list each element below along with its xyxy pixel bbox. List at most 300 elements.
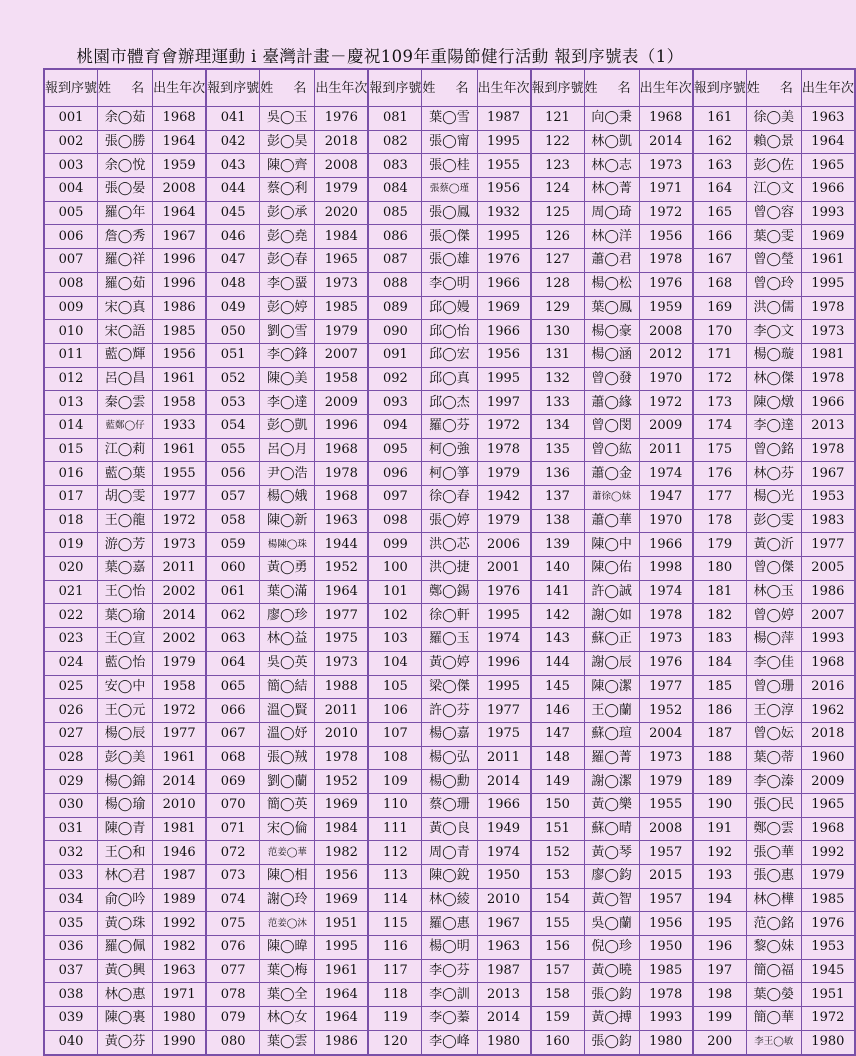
participant-name: 張◯晏 xyxy=(98,178,153,202)
birth-year: 1961 xyxy=(153,746,207,770)
header-name: 姓 名 xyxy=(422,69,477,107)
birth-year: 1979 xyxy=(477,462,531,486)
birth-year: 1968 xyxy=(315,486,369,510)
participant-name: 李◯佳 xyxy=(746,651,801,675)
birth-year: 1955 xyxy=(153,462,207,486)
participant-name: 柯◯強 xyxy=(422,438,477,462)
birth-year: 1995 xyxy=(477,367,531,391)
table-row xyxy=(44,699,855,723)
participant-name: 呂◯月 xyxy=(260,438,315,462)
check-in-number: 180 xyxy=(693,557,747,581)
birth-year: 1986 xyxy=(315,1030,369,1054)
participant-name: 張◯惠 xyxy=(746,865,801,889)
check-in-number: 021 xyxy=(44,580,98,604)
participant-name: 李◯峰 xyxy=(422,1030,477,1054)
participant-name: 梁◯傑 xyxy=(422,675,477,699)
participant-name: 李◯達 xyxy=(746,414,801,438)
participant-name: 曾◯婷 xyxy=(746,604,801,628)
check-in-number: 151 xyxy=(531,817,585,841)
check-in-number: 161 xyxy=(693,107,747,131)
birth-year: 2009 xyxy=(639,414,693,438)
birth-year: 1968 xyxy=(801,817,855,841)
birth-year: 1979 xyxy=(801,865,855,889)
check-in-number: 147 xyxy=(531,722,585,746)
participant-name: 林◯惠 xyxy=(98,983,153,1007)
participant-name: 范姜◯華 xyxy=(260,841,315,865)
check-in-number: 160 xyxy=(531,1030,585,1054)
participant-name: 張◯傑 xyxy=(422,225,477,249)
participant-name: 李◯文 xyxy=(746,320,801,344)
check-in-number: 143 xyxy=(531,628,585,652)
check-in-number: 042 xyxy=(206,130,260,154)
participant-name: 林◯君 xyxy=(98,865,153,889)
check-in-number: 008 xyxy=(44,272,98,296)
participant-name: 林◯洋 xyxy=(584,225,639,249)
participant-name: 吳◯蘭 xyxy=(584,912,639,936)
participant-name: 王◯淳 xyxy=(746,699,801,723)
birth-year: 1973 xyxy=(153,533,207,557)
check-in-number: 153 xyxy=(531,865,585,889)
check-in-number: 171 xyxy=(693,343,747,367)
check-in-number: 134 xyxy=(531,414,585,438)
birth-year: 1984 xyxy=(315,817,369,841)
check-in-number: 172 xyxy=(693,367,747,391)
check-in-number: 068 xyxy=(206,746,260,770)
participant-name: 陳◯新 xyxy=(260,509,315,533)
participant-name: 吳◯玉 xyxy=(260,107,315,131)
participant-name: 彭◯美 xyxy=(98,746,153,770)
birth-year: 1979 xyxy=(639,770,693,794)
participant-name: 李王◯敏 xyxy=(746,1030,801,1054)
birth-year: 1996 xyxy=(477,651,531,675)
participant-name: 李◯鋒 xyxy=(260,343,315,367)
check-in-number: 154 xyxy=(531,888,585,912)
birth-year: 1992 xyxy=(153,912,207,936)
participant-name: 林◯芬 xyxy=(746,462,801,486)
participant-name: 黃◯搏 xyxy=(584,1007,639,1031)
check-in-number: 165 xyxy=(693,201,747,225)
check-in-number: 155 xyxy=(531,912,585,936)
check-in-number: 100 xyxy=(368,557,422,581)
birth-year: 1958 xyxy=(153,675,207,699)
check-in-number: 130 xyxy=(531,320,585,344)
participant-name: 蘇◯晴 xyxy=(584,817,639,841)
participant-name: 楊◯嘉 xyxy=(422,722,477,746)
participant-name: 彭◯承 xyxy=(260,201,315,225)
participant-name: 倪◯珍 xyxy=(584,936,639,960)
birth-year: 1980 xyxy=(153,1007,207,1031)
participant-name: 黃◯琴 xyxy=(584,841,639,865)
check-in-number: 095 xyxy=(368,438,422,462)
check-in-number: 112 xyxy=(368,841,422,865)
header-birth-year: 出生年次 xyxy=(801,69,855,107)
birth-year: 1996 xyxy=(315,414,369,438)
participant-name: 藍◯葉 xyxy=(98,462,153,486)
participant-name: 溫◯賢 xyxy=(260,699,315,723)
table-row xyxy=(44,675,855,699)
participant-name: 范姜◯沐 xyxy=(260,912,315,936)
check-in-number: 170 xyxy=(693,320,747,344)
participant-name: 周◯青 xyxy=(422,841,477,865)
check-in-number: 093 xyxy=(368,391,422,415)
check-in-number: 166 xyxy=(693,225,747,249)
check-in-number: 090 xyxy=(368,320,422,344)
birth-year: 1980 xyxy=(639,1030,693,1054)
birth-year: 2014 xyxy=(477,770,531,794)
check-in-number: 022 xyxy=(44,604,98,628)
table-row xyxy=(44,722,855,746)
check-in-number: 080 xyxy=(206,1030,260,1054)
check-in-number: 050 xyxy=(206,320,260,344)
birth-year: 1946 xyxy=(153,841,207,865)
check-in-number: 085 xyxy=(368,201,422,225)
check-in-number: 199 xyxy=(693,1007,747,1031)
participant-name: 彭◯春 xyxy=(260,249,315,273)
check-in-number: 062 xyxy=(206,604,260,628)
birth-year: 1972 xyxy=(153,509,207,533)
birth-year: 2010 xyxy=(153,793,207,817)
check-in-number: 049 xyxy=(206,296,260,320)
birth-year: 1989 xyxy=(153,888,207,912)
check-in-number: 177 xyxy=(693,486,747,510)
birth-year: 2014 xyxy=(153,770,207,794)
table-row xyxy=(44,959,855,983)
check-in-number: 096 xyxy=(368,462,422,486)
check-in-number: 077 xyxy=(206,959,260,983)
table-row xyxy=(44,651,855,675)
birth-year: 1963 xyxy=(477,936,531,960)
check-in-number: 047 xyxy=(206,249,260,273)
check-in-number: 002 xyxy=(44,130,98,154)
birth-year: 1995 xyxy=(315,936,369,960)
participant-name: 江◯文 xyxy=(746,178,801,202)
birth-year: 1959 xyxy=(153,154,207,178)
birth-year: 1950 xyxy=(477,865,531,889)
participant-name: 張◯民 xyxy=(746,793,801,817)
participant-name: 劉◯蘭 xyxy=(260,770,315,794)
page-title: 桃園市體育會辦理運動 i 臺灣計畫－慶祝109年重陽節健行活動 報到序號表（1） xyxy=(76,47,684,66)
check-in-number: 110 xyxy=(368,793,422,817)
participant-name: 楊◯明 xyxy=(422,936,477,960)
check-in-number: 195 xyxy=(693,912,747,936)
birth-year: 2009 xyxy=(801,770,855,794)
participant-name: 鄭◯雲 xyxy=(746,817,801,841)
participant-name: 曾◯瑩 xyxy=(746,249,801,273)
birth-year: 1979 xyxy=(153,651,207,675)
birth-year: 2012 xyxy=(639,343,693,367)
birth-year: 1965 xyxy=(801,793,855,817)
check-in-number: 007 xyxy=(44,249,98,273)
check-in-number: 087 xyxy=(368,249,422,273)
check-in-number: 179 xyxy=(693,533,747,557)
participant-name: 葉◯梅 xyxy=(260,959,315,983)
participant-name: 許◯誠 xyxy=(584,580,639,604)
table-row xyxy=(44,817,855,841)
birth-year: 1977 xyxy=(801,533,855,557)
roster-table xyxy=(43,68,856,1056)
birth-year: 1961 xyxy=(315,959,369,983)
table-row xyxy=(44,865,855,889)
table-row xyxy=(44,1030,855,1054)
birth-year: 1944 xyxy=(315,533,369,557)
check-in-number: 063 xyxy=(206,628,260,652)
participant-name: 洪◯儒 xyxy=(746,296,801,320)
table-row xyxy=(44,225,855,249)
check-in-number: 127 xyxy=(531,249,585,273)
participant-name: 彭◯堯 xyxy=(260,225,315,249)
birth-year: 1945 xyxy=(801,959,855,983)
birth-year: 1985 xyxy=(315,296,369,320)
participant-name: 詹◯秀 xyxy=(98,225,153,249)
birth-year: 1968 xyxy=(153,107,207,131)
participant-name: 周◯琦 xyxy=(584,201,639,225)
header-name: 姓 名 xyxy=(260,69,315,107)
birth-year: 1967 xyxy=(477,912,531,936)
check-in-number: 032 xyxy=(44,841,98,865)
participant-name: 張◯婷 xyxy=(422,509,477,533)
check-in-number: 120 xyxy=(368,1030,422,1054)
birth-year: 1963 xyxy=(153,959,207,983)
birth-year: 1969 xyxy=(477,296,531,320)
birth-year: 1932 xyxy=(477,201,531,225)
table-row xyxy=(44,1007,855,1031)
participant-name: 邱◯杰 xyxy=(422,391,477,415)
birth-year: 1995 xyxy=(477,604,531,628)
birth-year: 2018 xyxy=(315,130,369,154)
table-row xyxy=(44,746,855,770)
check-in-number: 158 xyxy=(531,983,585,1007)
participant-name: 彭◯昊 xyxy=(260,130,315,154)
check-in-number: 079 xyxy=(206,1007,260,1031)
check-in-number: 141 xyxy=(531,580,585,604)
table-body xyxy=(44,107,855,1055)
check-in-number: 167 xyxy=(693,249,747,273)
birth-year: 1965 xyxy=(801,154,855,178)
birth-year: 1978 xyxy=(639,983,693,1007)
participant-name: 曾◯發 xyxy=(584,367,639,391)
participant-name: 林◯凱 xyxy=(584,130,639,154)
table-row xyxy=(44,983,855,1007)
check-in-number: 099 xyxy=(368,533,422,557)
birth-year: 2011 xyxy=(639,438,693,462)
check-in-number: 102 xyxy=(368,604,422,628)
check-in-number: 156 xyxy=(531,936,585,960)
check-in-number: 048 xyxy=(206,272,260,296)
participant-name: 徐◯軒 xyxy=(422,604,477,628)
check-in-number: 103 xyxy=(368,628,422,652)
check-in-number: 146 xyxy=(531,699,585,723)
birth-year: 1978 xyxy=(639,249,693,273)
birth-year: 1956 xyxy=(477,343,531,367)
birth-year: 1987 xyxy=(153,865,207,889)
check-in-number: 078 xyxy=(206,983,260,1007)
check-in-number: 019 xyxy=(44,533,98,557)
participant-name: 葉◯全 xyxy=(260,983,315,1007)
birth-year: 1969 xyxy=(315,888,369,912)
birth-year: 1976 xyxy=(639,651,693,675)
check-in-number: 114 xyxy=(368,888,422,912)
birth-year: 1992 xyxy=(801,841,855,865)
header-check-in-number: 報到序號 xyxy=(693,69,747,107)
table-row xyxy=(44,770,855,794)
header-row xyxy=(44,69,855,107)
birth-year: 1959 xyxy=(639,296,693,320)
participant-name: 楊◯涵 xyxy=(584,343,639,367)
participant-name: 羅◯祥 xyxy=(98,249,153,273)
birth-year: 1980 xyxy=(801,1030,855,1054)
participant-name: 宋◯語 xyxy=(98,320,153,344)
participant-name: 王◯怡 xyxy=(98,580,153,604)
birth-year: 1973 xyxy=(801,320,855,344)
participant-name: 黃◯智 xyxy=(584,888,639,912)
birth-year: 1972 xyxy=(639,201,693,225)
birth-year: 2011 xyxy=(153,557,207,581)
birth-year: 1976 xyxy=(315,107,369,131)
check-in-number: 025 xyxy=(44,675,98,699)
table-row xyxy=(44,320,855,344)
birth-year: 1956 xyxy=(477,178,531,202)
check-in-number: 010 xyxy=(44,320,98,344)
check-in-number: 016 xyxy=(44,462,98,486)
participant-name: 黃◯良 xyxy=(422,817,477,841)
birth-year: 1947 xyxy=(639,486,693,510)
birth-year: 2005 xyxy=(801,557,855,581)
birth-year: 1972 xyxy=(801,1007,855,1031)
birth-year: 1963 xyxy=(801,107,855,131)
birth-year: 1977 xyxy=(153,486,207,510)
check-in-number: 059 xyxy=(206,533,260,557)
participant-name: 徐◯美 xyxy=(746,107,801,131)
birth-year: 1982 xyxy=(315,841,369,865)
birth-year: 1977 xyxy=(153,722,207,746)
birth-year: 1985 xyxy=(153,320,207,344)
table-row xyxy=(44,391,855,415)
birth-year: 2007 xyxy=(315,343,369,367)
check-in-number: 107 xyxy=(368,722,422,746)
participant-name: 張◯鈞 xyxy=(584,1030,639,1054)
participant-name: 張◯羢 xyxy=(260,746,315,770)
birth-year: 1995 xyxy=(477,130,531,154)
birth-year: 2002 xyxy=(153,580,207,604)
birth-year: 2002 xyxy=(153,628,207,652)
birth-year: 1964 xyxy=(315,580,369,604)
participant-name: 安◯中 xyxy=(98,675,153,699)
check-in-number: 097 xyxy=(368,486,422,510)
participant-name: 黃◯婷 xyxy=(422,651,477,675)
participant-name: 曾◯銘 xyxy=(746,438,801,462)
table-row xyxy=(44,509,855,533)
birth-year: 1967 xyxy=(801,462,855,486)
table-row xyxy=(44,604,855,628)
birth-year: 1982 xyxy=(153,936,207,960)
birth-year: 2008 xyxy=(639,817,693,841)
birth-year: 1979 xyxy=(477,509,531,533)
participant-name: 謝◯潔 xyxy=(584,770,639,794)
participant-name: 楊◯辰 xyxy=(98,722,153,746)
birth-year: 1977 xyxy=(639,675,693,699)
birth-year: 1995 xyxy=(477,675,531,699)
birth-year: 1952 xyxy=(315,770,369,794)
participant-name: 黎◯妹 xyxy=(746,936,801,960)
participant-name: 許◯芬 xyxy=(422,699,477,723)
participant-name: 李◯明 xyxy=(422,272,477,296)
participant-name: 李◯芬 xyxy=(422,959,477,983)
check-in-number: 183 xyxy=(693,628,747,652)
check-in-number: 175 xyxy=(693,438,747,462)
birth-year: 1957 xyxy=(639,841,693,865)
birth-year: 1956 xyxy=(153,343,207,367)
participant-name: 簡◯英 xyxy=(260,793,315,817)
participant-name: 林◯志 xyxy=(584,154,639,178)
birth-year: 1961 xyxy=(153,367,207,391)
table-row xyxy=(44,557,855,581)
table-row xyxy=(44,486,855,510)
check-in-number: 045 xyxy=(206,201,260,225)
birth-year: 1970 xyxy=(639,367,693,391)
birth-year: 1966 xyxy=(801,391,855,415)
participant-name: 葉◯滿 xyxy=(260,580,315,604)
participant-name: 楊◯弘 xyxy=(422,746,477,770)
birth-year: 1988 xyxy=(315,675,369,699)
participant-name: 葉◯蒂 xyxy=(746,746,801,770)
participant-name: 陳◯燉 xyxy=(746,391,801,415)
check-in-number: 003 xyxy=(44,154,98,178)
check-in-number: 187 xyxy=(693,722,747,746)
table-row xyxy=(44,343,855,367)
birth-year: 1985 xyxy=(801,888,855,912)
birth-year: 1957 xyxy=(639,888,693,912)
birth-year: 1984 xyxy=(315,225,369,249)
participant-name: 楊◯光 xyxy=(746,486,801,510)
participant-name: 楊◯松 xyxy=(584,272,639,296)
birth-year: 2014 xyxy=(153,604,207,628)
participant-name: 溫◯妤 xyxy=(260,722,315,746)
birth-year: 1952 xyxy=(315,557,369,581)
participant-name: 簡◯華 xyxy=(746,1007,801,1031)
birth-year: 1966 xyxy=(477,320,531,344)
participant-name: 吳◯英 xyxy=(260,651,315,675)
birth-year: 2008 xyxy=(315,154,369,178)
participant-name: 楊◯勳 xyxy=(422,770,477,794)
birth-year: 1997 xyxy=(477,391,531,415)
birth-year: 1986 xyxy=(153,296,207,320)
birth-year: 2010 xyxy=(477,888,531,912)
check-in-number: 188 xyxy=(693,746,747,770)
birth-year: 1966 xyxy=(477,272,531,296)
participant-name: 邱◯宏 xyxy=(422,343,477,367)
birth-year: 2020 xyxy=(315,201,369,225)
check-in-number: 082 xyxy=(368,130,422,154)
check-in-number: 148 xyxy=(531,746,585,770)
check-in-number: 037 xyxy=(44,959,98,983)
check-in-number: 013 xyxy=(44,391,98,415)
check-in-number: 075 xyxy=(206,912,260,936)
participant-name: 范◯銘 xyxy=(746,912,801,936)
check-in-number: 193 xyxy=(693,865,747,889)
check-in-number: 011 xyxy=(44,343,98,367)
table-row xyxy=(44,107,855,131)
check-in-number: 061 xyxy=(206,580,260,604)
birth-year: 1987 xyxy=(477,959,531,983)
check-in-number: 071 xyxy=(206,817,260,841)
check-in-number: 136 xyxy=(531,462,585,486)
participant-name: 洪◯芯 xyxy=(422,533,477,557)
participant-name: 宋◯真 xyxy=(98,296,153,320)
table-row xyxy=(44,178,855,202)
check-in-number: 126 xyxy=(531,225,585,249)
check-in-number: 109 xyxy=(368,770,422,794)
participant-name: 黃◯沂 xyxy=(746,533,801,557)
